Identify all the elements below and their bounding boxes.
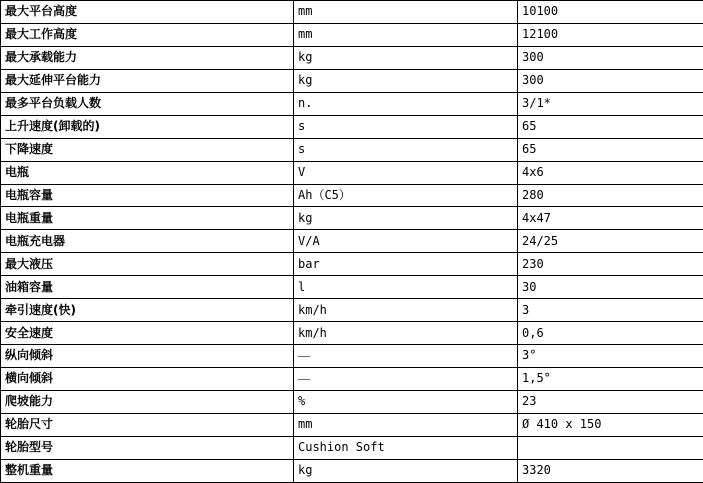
table-row (1, 230, 703, 253)
spec-name-cell: 下降速度 (1, 138, 294, 161)
spec-value-cell: 24/25 (518, 230, 703, 253)
spec-name-cell: 电瓶容量 (1, 184, 294, 207)
spec-unit-cell: kg (294, 459, 518, 482)
spec-value-cell: 12100 (518, 23, 703, 46)
spec-unit-cell: Cushion Soft (294, 436, 518, 459)
table-row (1, 184, 703, 207)
spec-name-cell: 最大延伸平台能力 (1, 69, 294, 92)
spec-unit-cell: % (294, 390, 518, 413)
spec-name-cell: 纵向倾斜 (1, 345, 294, 368)
spec-name-cell: 最大平台高度 (1, 1, 294, 24)
spec-unit-cell: V (294, 161, 518, 184)
table-row (1, 413, 703, 436)
spec-unit-cell: n. (294, 92, 518, 115)
spec-value-cell: 230 (518, 253, 703, 276)
spec-value-cell (518, 436, 703, 459)
spec-unit-cell: s (294, 115, 518, 138)
table-row (1, 436, 703, 459)
table-row (1, 390, 703, 413)
table-row (1, 23, 703, 46)
spec-name-cell: 油箱容量 (1, 276, 294, 299)
table-row (1, 115, 703, 138)
spec-name-cell: 电瓶重量 (1, 207, 294, 230)
table-row (1, 92, 703, 115)
spec-value-cell: 4x6 (518, 161, 703, 184)
table-row (1, 207, 703, 230)
table-body (1, 1, 703, 483)
spec-value-cell: 30 (518, 276, 703, 299)
spec-value-cell: 3/1* (518, 92, 703, 115)
table-row (1, 459, 703, 482)
spec-name-cell: 最大工作高度 (1, 23, 294, 46)
spec-name-cell: 最大液压 (1, 253, 294, 276)
table-row (1, 299, 703, 322)
spec-value-cell: 280 (518, 184, 703, 207)
spec-value-cell: 300 (518, 46, 703, 69)
spec-unit-cell: mm (294, 23, 518, 46)
spec-unit-cell: — (294, 345, 518, 368)
spec-name-cell: 最多平台负载人数 (1, 92, 294, 115)
spec-unit-cell: km/h (294, 322, 518, 345)
table-row (1, 69, 703, 92)
table-row (1, 138, 703, 161)
spec-value-cell: 300 (518, 69, 703, 92)
spec-name-cell: 牵引速度(快) (1, 299, 294, 322)
spec-name-cell: 最大承载能力 (1, 46, 294, 69)
table-row (1, 1, 703, 24)
spec-value-cell: 4x47 (518, 207, 703, 230)
spec-unit-cell: s (294, 138, 518, 161)
spec-unit-cell: km/h (294, 299, 518, 322)
spec-unit-cell: V/A (294, 230, 518, 253)
table-row (1, 345, 703, 368)
spec-name-cell: 电瓶 (1, 161, 294, 184)
spec-unit-cell: Ah（C5） (294, 184, 518, 207)
spec-name-cell: 电瓶充电器 (1, 230, 294, 253)
spec-name-cell: 轮胎型号 (1, 436, 294, 459)
table-row (1, 322, 703, 345)
spec-value-cell: 3320 (518, 459, 703, 482)
spec-unit-cell: mm (294, 1, 518, 24)
spec-value-cell: 3 (518, 299, 703, 322)
spec-unit-cell: l (294, 276, 518, 299)
spec-value-cell: 10100 (518, 1, 703, 24)
spec-name-cell: 横向倾斜 (1, 368, 294, 391)
table-row (1, 46, 703, 69)
spec-name-cell: 整机重量 (1, 459, 294, 482)
table-row (1, 276, 703, 299)
spec-value-cell: 65 (518, 115, 703, 138)
spec-unit-cell: kg (294, 46, 518, 69)
spec-name-cell: 上升速度(卸载的) (1, 115, 294, 138)
spec-unit-cell: bar (294, 253, 518, 276)
spec-unit-cell: — (294, 368, 518, 391)
spec-value-cell: 3° (518, 345, 703, 368)
spec-value-cell: 1,5° (518, 368, 703, 391)
table-row (1, 368, 703, 391)
spec-name-cell: 安全速度 (1, 322, 294, 345)
spec-value-cell: 65 (518, 138, 703, 161)
spec-unit-cell: kg (294, 207, 518, 230)
table-row (1, 253, 703, 276)
table-row (1, 161, 703, 184)
spec-name-cell: 爬坡能力 (1, 390, 294, 413)
spec-value-cell: 0,6 (518, 322, 703, 345)
spec-name-cell: 轮胎尺寸 (1, 413, 294, 436)
spec-unit-cell: mm (294, 413, 518, 436)
spec-unit-cell: kg (294, 69, 518, 92)
spec-value-cell: 23 (518, 390, 703, 413)
spec-value-cell: Ø 410 x 150 (518, 413, 703, 436)
